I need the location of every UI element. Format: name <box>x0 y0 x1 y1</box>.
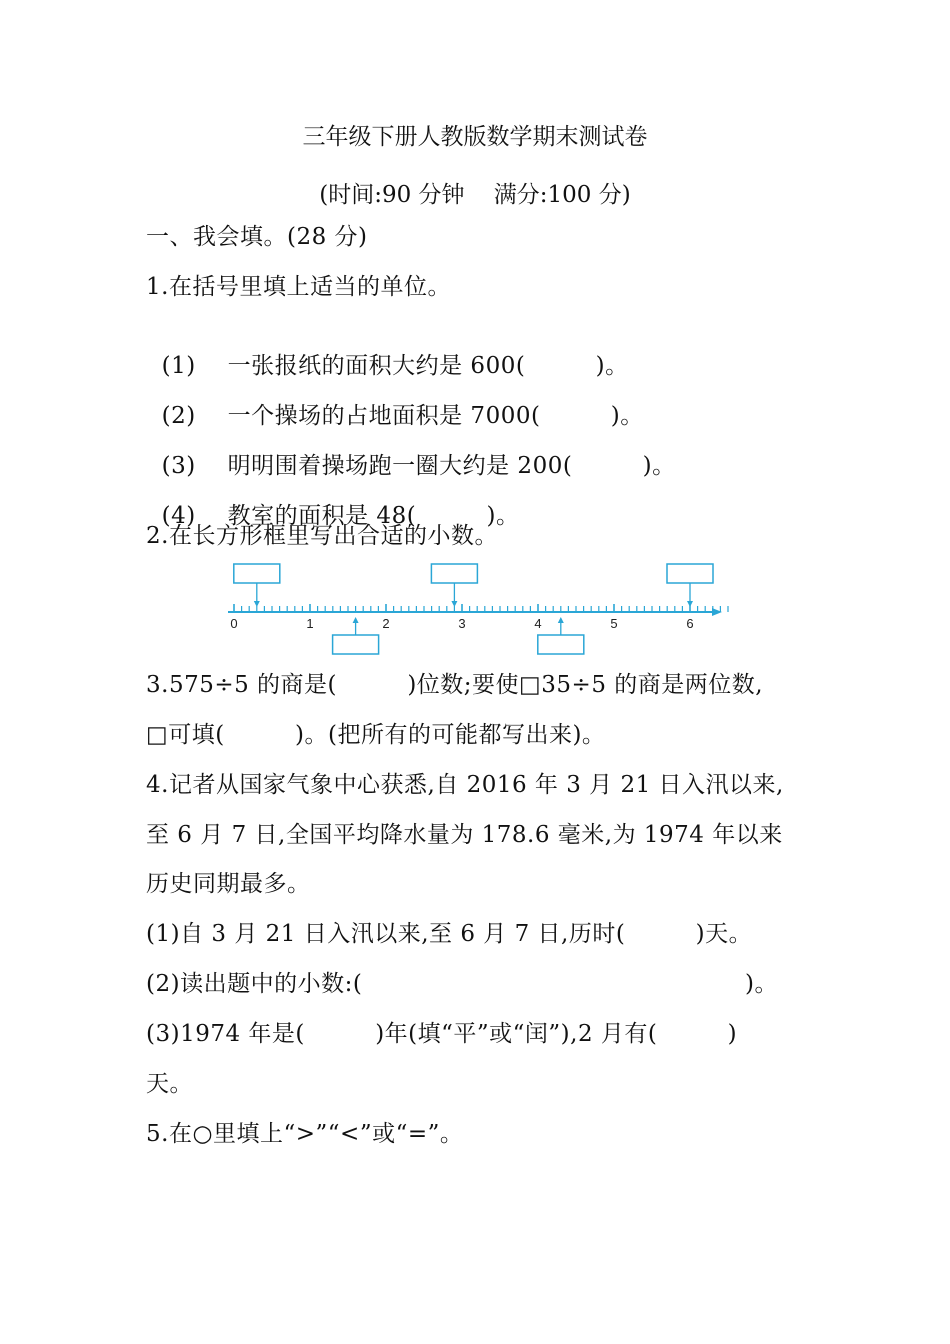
tick-label: 6 <box>686 616 694 631</box>
question-3-line: □可填( )。(把所有的可能都写出来)。 <box>146 722 606 748</box>
question-1-stem: 1.在括号里填上适当的单位。 <box>146 274 451 300</box>
answer-box <box>667 564 713 583</box>
answer-box <box>431 564 477 583</box>
item-index: (1) <box>161 353 196 379</box>
page-title: 三年级下册人教版数学期末测试卷 <box>302 124 648 150</box>
pointer-arrowhead <box>353 617 359 623</box>
pointer-arrowhead <box>558 617 564 623</box>
question-2-stem: 2.在长方形框里写出合适的小数。 <box>146 523 498 549</box>
item-index: (2) <box>161 403 196 429</box>
tick-label: 5 <box>610 616 618 631</box>
question-4-sub: (2)读出题中的小数:( )。 <box>146 971 779 997</box>
answer-box <box>234 564 280 583</box>
exam-info: (时间:90 分钟 满分:100 分) <box>319 182 631 208</box>
pointer-arrowhead <box>687 601 693 607</box>
question-4-sub: (1)自 3 月 21 日入汛以来,至 6 月 7 日,历时( )天。 <box>146 921 753 947</box>
item-text: 教室的面积是 48( )。 <box>227 503 520 529</box>
tick-label: 2 <box>382 616 390 631</box>
question-4-line: 4.记者从国家气象中心获悉,自 2016 年 3 月 21 日入汛以来, <box>146 772 784 798</box>
item-text: 明明围着操场跑一圈大约是 200( )。 <box>227 453 676 479</box>
question-4-line: 至 6 月 7 日,全国平均降水量为 178.6 毫米,为 1974 年以来 <box>146 822 783 848</box>
question-3-line: 3.575÷5 的商是( )位数;要使□35÷5 的商是两位数, <box>146 672 764 698</box>
tick-label: 3 <box>458 616 466 631</box>
answer-box <box>538 635 584 654</box>
item-text: 一张报纸的面积大约是 600( )。 <box>227 353 629 379</box>
pointer-arrowhead <box>254 601 260 607</box>
pointer-arrowhead <box>451 601 457 607</box>
question-4-sub: (3)1974 年是( )年(填“平”或“闰”),2 月有( ) <box>146 1021 738 1047</box>
tick-label: 1 <box>306 616 314 631</box>
number-line <box>220 558 730 658</box>
question-4-line: 历史同期最多。 <box>146 871 311 897</box>
answer-box <box>333 635 379 654</box>
item-text: 一个操场的占地面积是 7000( )。 <box>227 403 644 429</box>
item-index: (3) <box>161 453 196 479</box>
tick-label: 0 <box>230 616 238 631</box>
item-index: (4) <box>161 503 196 529</box>
tick-label: 4 <box>534 616 542 631</box>
section-heading: 一、我会填。(28 分) <box>146 224 368 250</box>
question-4-sub: 天。 <box>146 1071 193 1097</box>
question-5-stem: 5.在○里填上“>”“<”或“=”。 <box>146 1121 464 1147</box>
